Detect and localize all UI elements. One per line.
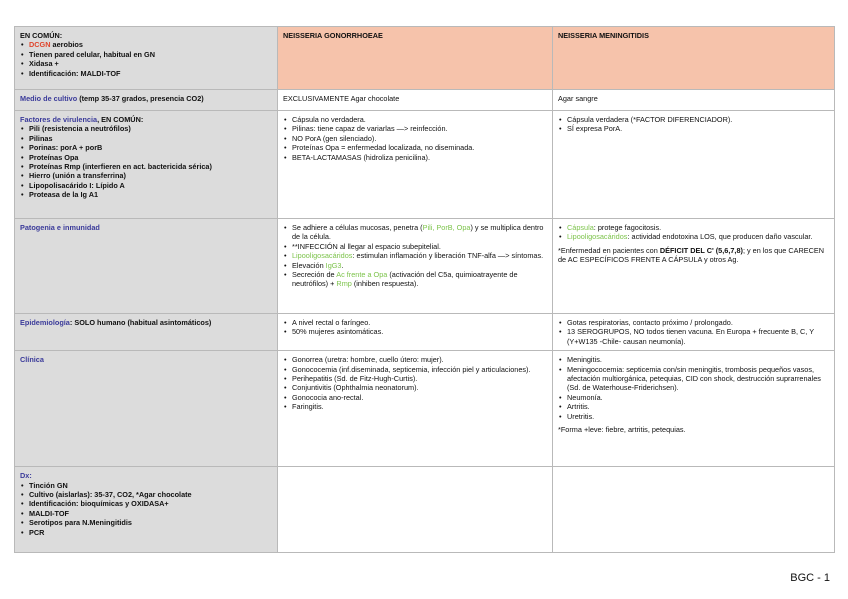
virulencia-row — [15, 111, 835, 219]
patogenia-meni-cell — [553, 219, 835, 314]
gonorrhoeae-header: NEISSERIA GONORRHOEAE — [278, 27, 553, 90]
clinica-gono-cell — [278, 351, 553, 467]
common-list — [20, 40, 272, 78]
virulencia-list — [20, 124, 272, 199]
list-item: • Gonorrea (uretra: hombre, cuello útero: mujer). — [283, 355, 547, 364]
list-item: • Cápsula no verdadera. — [283, 115, 547, 124]
epidemiologia-label-cell: Epidemiología: SOLO humano (habitual asintomáticos) — [15, 314, 278, 351]
list-item: • 13 SEROGRUPOS, NO todos tienen vacuna. En Europa + frecuente B, C, Y (Y+W135 -Chile- causan neumonía). — [558, 327, 829, 346]
list-item: • NO PorA (gen silenciado). — [283, 134, 547, 143]
list-item: • Proteínas Opa = enfermedad localizada, no diseminada. — [283, 143, 547, 152]
list-item: • Hierro (unión a transferrina) — [20, 171, 272, 180]
list-item: • Cápsula verdadera (*FACTOR DIFERENCIADOR). — [558, 115, 829, 124]
meningitidis-header: NEISSERIA MENINGITIDIS — [553, 27, 835, 90]
list-item: • Gotas respiratorias, contacto próximo / prolongado. — [558, 318, 829, 327]
epidemiologia-row — [15, 314, 835, 351]
list-item: • Pilinas: tiene capaz de variarlas —> reinfección. — [283, 124, 547, 133]
list-item: • Gonococia ano-rectal. — [283, 393, 547, 402]
patogenia-note: *Enfermedad en pacientes con DÉFICIT DEL C' (5,6,7,8); y en los que CARECEN de AC ESPECÍFICOS FRENTE A CÁPSULA y otros Ag. — [558, 245, 825, 265]
list-item: • Tinción GN — [20, 481, 272, 490]
medio-row — [15, 90, 835, 111]
list-item: • Pilinas — [20, 134, 272, 143]
clinica-row — [15, 351, 835, 467]
list-item: • Uretritis. — [558, 412, 829, 421]
list-item: • Proteínas Rmp (interfieren en act. bactericida sérica) — [20, 162, 272, 171]
list-item: • Artritis. — [558, 402, 829, 411]
list-item: • Proteasa de la Ig A1 — [20, 190, 272, 199]
list-item: • DCGN aerobios — [20, 40, 272, 49]
epidemiologia-gono-cell — [278, 314, 553, 351]
list-item: • Secreción de Ac frente a Opa (activación del C5a, quimioatrayente de neutrófilos) + Rmp (inhiben respuesta). — [283, 270, 547, 289]
list-item: • A nivel rectal o faríngeo. — [283, 318, 547, 327]
clinica-meni-cell — [553, 351, 835, 467]
list-item: • Elevación IgG3. — [283, 261, 547, 270]
patogenia-row — [15, 219, 835, 314]
clinica-label-cell: Clínica — [15, 351, 278, 467]
list-item: • Cápsula: protege fagocitosis. — [558, 223, 829, 232]
list-item: • SÍ expresa PorA. — [558, 124, 829, 133]
list-item: • Meningococemia: septicemia con/sin meningitis, trombosis pequeños vasos, afectación multiorgánica, petequias, CID con shock, destrucción suprarrenales (Sd. de Waterhouse-Friderichsen). — [558, 365, 829, 393]
dx-row — [15, 467, 835, 553]
list-item: • PCR — [20, 528, 272, 537]
header-row — [15, 27, 835, 90]
list-item: • Proteínas Opa — [20, 153, 272, 162]
list-item: • Lipooligosacáridos: estimulan inflamación y liberación TNF-alfa —> síntomas. — [283, 251, 547, 260]
patogenia-gono-cell — [278, 219, 553, 314]
list-item: • Meningitis. — [558, 355, 829, 364]
clinica-note: *Forma +leve: fiebre, artritis, petequias. — [558, 425, 686, 435]
medio-label-cell: Medio de cultivo (temp 35-37 grados, presencia CO2) — [15, 90, 278, 111]
comparison-table — [14, 26, 835, 553]
list-item: • Perihepatitis (Sd. de Fitz-Hugh-Curtis). — [283, 374, 547, 383]
list-item: • Tienen pared celular, habitual en GN — [20, 50, 272, 59]
list-item: • Conjuntivitis (Ophthalmia neonatorum). — [283, 383, 547, 392]
list-item: • Cultivo (aislarlas): 35-37, CO2, *Agar chocolate — [20, 490, 272, 499]
list-item: • Faringitis. — [283, 402, 547, 411]
dx-gono-cell — [278, 467, 553, 553]
list-item: • **INFECCIÓN al llegar al espacio subepitelial. — [283, 242, 547, 251]
medio-gono-cell: EXCLUSIVAMENTE Agar chocolate — [278, 90, 553, 111]
dx-meni-cell — [553, 467, 835, 553]
common-cell — [15, 27, 278, 90]
list-item: • 50% mujeres asintomáticas. — [283, 327, 547, 336]
list-item: • Se adhiere a células mucosas, penetra (Pili, PorB, Opa) y se multiplica dentro de la célula. — [283, 223, 547, 242]
list-item: • Identificación: MALDI-TOF — [20, 69, 272, 78]
page-number: BGC - 1 — [790, 572, 830, 584]
list-item: • Lipooligosacáridos: actividad endotoxina LOS, que producen daño vascular. — [558, 232, 829, 241]
common-title: EN COMÚN: — [20, 31, 63, 40]
list-item: • BETA-LACTAMASAS (hidroliza penicilina). — [283, 153, 547, 162]
list-item: • Pili (resistencia a neutrófilos) — [20, 124, 272, 133]
list-item: • Serotipos para N.Meningitidis — [20, 518, 272, 527]
epidemiologia-meni-cell — [553, 314, 835, 351]
list-item: • Lipopolisacárido I: Lípido A — [20, 181, 272, 190]
medio-meni-cell: Agar sangre — [553, 90, 835, 111]
list-item: • Gonococemia (inf.diseminada, septicemia, infección piel y articulaciones). — [283, 365, 547, 374]
virulencia-gono-cell — [278, 111, 553, 219]
list-item: • Porinas: porA + porB — [20, 143, 272, 152]
list-item: • Xidasa + — [20, 59, 272, 68]
virulencia-label-cell: Factores de virulencia, EN COMÚN: • Pili (resistencia a neutrófilos) • Pilinas • Porinas: porA + porB • Proteínas Opa • Proteínas Rmp (interfieren en act. bactericida sérica) • Hierro (unión a transferrina) • Lipopolisacárido I: Lípido A • Proteasa de la Ig A1 — [15, 111, 278, 219]
virulencia-meni-cell — [553, 111, 835, 219]
list-item: • MALDI-TOF — [20, 509, 272, 518]
patogenia-label-cell: Patogenia e inmunidad — [15, 219, 278, 314]
dx-label-cell: Dx: • Tinción GN • Cultivo (aislarlas): 35-37, CO2, *Agar chocolate • Identificación: bioquímicas y OXIDASA+ • MALDI-TOF • Serotipos para N.Meningitidis • PCR — [15, 467, 278, 553]
list-item: • Identificación: bioquímicas y OXIDASA+ — [20, 499, 272, 508]
list-item: • Neumonía. — [558, 393, 829, 402]
